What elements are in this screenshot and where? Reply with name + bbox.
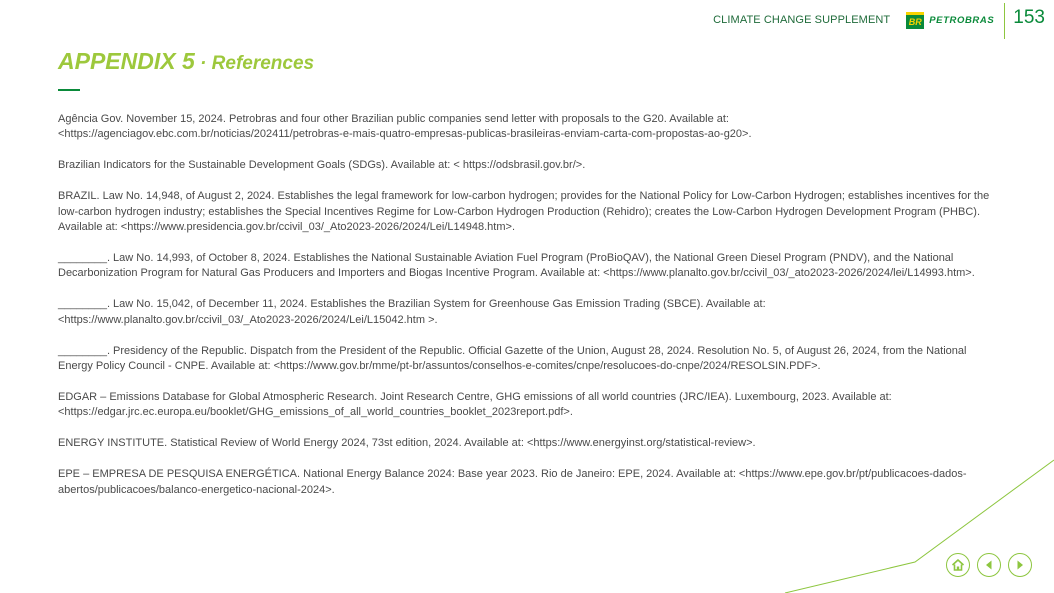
references-list	[58, 112, 998, 513]
arrow-right-icon	[1014, 559, 1026, 571]
title-main: APPENDIX 5	[58, 48, 195, 74]
next-page-button[interactable]	[1008, 553, 1032, 577]
reference-item: ________. Law No. 15,042, of December 11, 2024. Establishes the Brazilian System for Greenhouse Gas Emission Trading (SBCE). Available at: <https://www.planalto.gov.br/ccivil_03/_Ato2023-2026/2024/Lei/L15042.htm >.	[58, 298, 766, 326]
reference-item: Brazilian Indicators for the Sustainable Development Goals (SDGs). Available at: < https://odsbrasil.gov.br/>.	[58, 159, 586, 172]
reference-item: EPE – EMPRESA DE PESQUISA ENERGÉTICA. National Energy Balance 2024: Base year 2023. Rio de Janeiro: EPE, 2024. Available at: <https://www.epe.gov.br/pt/publicacoes-dados-abertos/publicacoes/balanco-energetico-nacional-2024>.	[58, 468, 967, 496]
logo-text: PETROBRAS	[929, 14, 995, 26]
reference-item: ________. Presidency of the Republic. Dispatch from the President of the Republic. Official Gazette of the Union, August 28, 2024. Resolution No. 5, of August 26, 2024, from the National Energy Policy Council - CNPE. Available at: <https://www.gov.br/mme/pt-br/assuntos/conselhos-e-comites/cnpe/resolucoes-do-cnpe/2024/RESOLSIN.PDF>.	[58, 344, 967, 372]
page-number-divider	[1004, 3, 1005, 39]
page-number: 153	[1013, 7, 1045, 28]
page-title	[58, 48, 314, 75]
reference-item: ________. Law No. 14,993, of October 8, 2024. Establishes the National Sustainable Aviation Fuel Program (ProBioQAV), the National Green Diesel Program (PNDV), and the National Decarbonization Program for Natural Gas Producers and Importers and Biogas Incentive Program. Available at: <https://www.planalto.gov.br/ccivil_03/_ato2023-2026/2024/lei/L14993.htm>.	[58, 251, 975, 280]
arrow-left-icon	[983, 559, 995, 571]
page-navigation	[946, 553, 1032, 577]
previous-page-button[interactable]	[977, 553, 1001, 577]
title-underline	[58, 89, 80, 91]
reference-item: EDGAR – Emissions Database for Global Atmospheric Research. Joint Research Centre, GHG emissions of all world countries (JRC/IEA). Luxembourg, 2023. Available at: <https://edgar.jrc.ec.europa.eu/booklet/GHG_emissions_of_all_world_countries_booklet_2023report.pdf>.	[58, 390, 892, 419]
reference-item: ENERGY INSTITUTE. Statistical Review of World Energy 2024, 73st edition, 2024. Available at: <https://www.energyinst.org/statistical-review>.	[58, 437, 756, 450]
petrobras-logo	[906, 12, 994, 29]
reference-item: Agência Gov. November 15, 2024. Petrobras and four other Brazilian public companies send letter with proposals to the G20. Available at: <https://agenciagov.ebc.com.br/noticias/202411/petrobras-e-mais-quatro-empresas-publicas-brasileiras-enviam-carta-com-propostas-ao-g20>.	[58, 113, 752, 141]
page-header	[713, 0, 1054, 40]
br-logo-icon: BR	[906, 12, 924, 29]
home-button[interactable]	[946, 553, 970, 577]
supplement-label: CLIMATE CHANGE SUPPLEMENT	[713, 14, 891, 26]
home-icon	[951, 558, 965, 572]
title-sub: References	[211, 53, 315, 74]
title-separator: ·	[194, 53, 212, 74]
reference-item: BRAZIL. Law No. 14,948, of August 2, 2024. Establishes the legal framework for low-carbon hydrogen; provides for the National Policy for Low-Carbon Hydrogen; establishes incentives for the low-carbon hydrogen industry; establishes the Special Incentives Regime for Low-Carbon Hydrogen Production (Rehidro); creates the Low-Carbon Hydrogen Development Program (PHBC). Available at: <https://www.presidencia.gov.br/ccivil_03/_Ato2023-2026/2024/Lei/L14948.htm>.	[58, 190, 990, 234]
